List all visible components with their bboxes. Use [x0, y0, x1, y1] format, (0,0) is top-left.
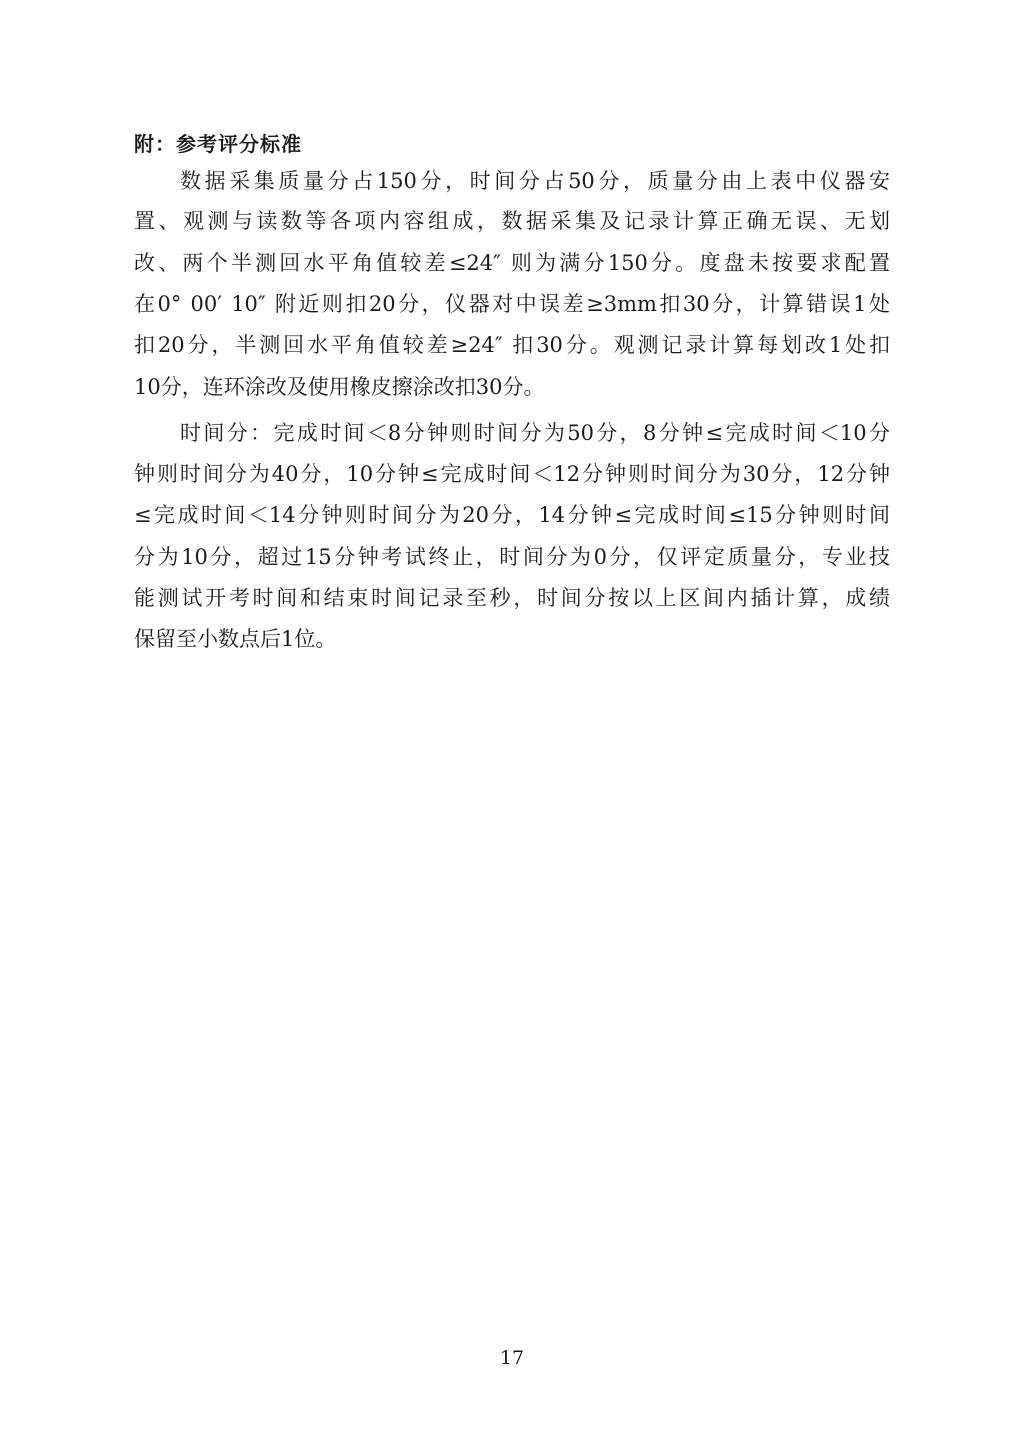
paragraph-line: 保留至小数点后1位。 [134, 627, 337, 651]
paragraph-line: 扣20分，半测回水平角值较差≥24″ 扣30分。观测记录计算每划改1处扣 [134, 333, 890, 357]
paragraph-line: 在0° 00′ 10″ 附近则扣20分，仪器对中误差≥3mm扣30分，计算错误1处 [134, 292, 890, 316]
section-heading: 附：参考评分标准 [134, 132, 302, 156]
paragraph-line: 10分，连环涂改及使用橡皮擦涂改扣30分。 [134, 375, 545, 399]
paragraph-line: 能测试开考时间和结束时间记录至秒，时间分按以上区间内插计算，成绩 [134, 586, 890, 610]
paragraph-line: 数据采集质量分占150分，时间分占50分，质量分由上表中仪器安 [180, 169, 890, 193]
paragraph-line: 置、观测与读数等各项内容组成，数据采集及记录计算正确无误、无划 [134, 209, 890, 233]
paragraph-line: 时间分：完成时间＜8分钟则时间分为50分，8分钟≤完成时间＜10分 [180, 421, 890, 445]
paragraph-line: 钟则时间分为40分，10分钟≤完成时间＜12分钟则时间分为30分，12分钟 [134, 462, 890, 486]
paragraph-line: 分为10分，超过15分钟考试终止，时间分为0分，仅评定质量分，专业技 [134, 545, 890, 569]
paragraph-line: ≤完成时间＜14分钟则时间分为20分，14分钟≤完成时间≤15分钟则时间 [134, 503, 890, 527]
paragraph-line: 改、两个半测回水平角值较差≤24″ 则为满分150分。度盘未按要求配置 [134, 251, 890, 275]
page-number: 17 [499, 1347, 525, 1369]
